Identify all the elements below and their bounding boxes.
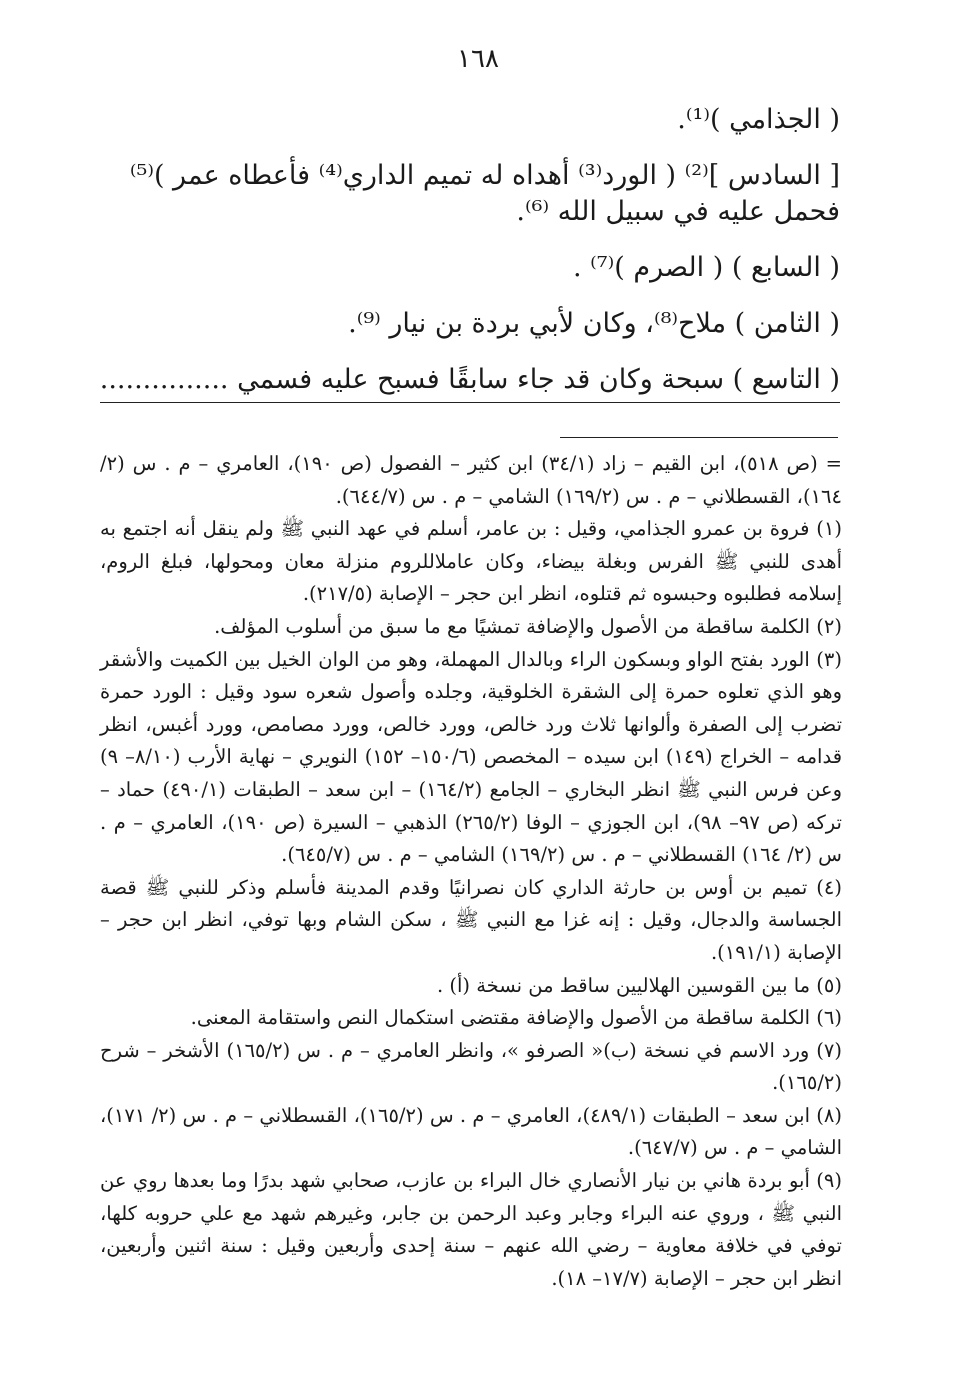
main-line-4: ( الثامن ) ملاح⁽⁸⁾، وكان لأبي بردة بن نيار ⁽⁹⁾. (348, 308, 840, 339)
footnote-continuation: = (ص ٥١٨)، ابن القيم – زاد (٣٤/١) ابن كثير – الفصول (ص ١٩٠)، العامري – م . س (٢/ ١٦٤)، القسطلاني – م . س (١٦٩/٢) الشامي – م . س (٦٤٤/٧). (100, 452, 843, 508)
footnote-8: (٨) ابن سعد – الطبقات (٤٨٩/١)، العامري – م . س (١٦٥/٢)، القسطلاني – م . س (٢/ ١٧١)، الشامي – م . س (٦٤٧/٧). (100, 1103, 842, 1160)
footnote-1: (١) فروة بن عمرو الجذامي، وقيل : بن عامر، أسلم في عهد النبي ﷺ ولم ينقل أنه اجتمع به أهدى للنبي ﷺ الفرس وبغلة بيضاء، وكان عاملاللروم منزلة معان ومحولها، فبلغ الروم، إسلامه فطلبوه وحبسوه ثم قتلوه، انظر ابن حجر – الإصابة (٢١٧/٥). (100, 517, 842, 606)
main-line-3: ( السابع ) ( الصرم )⁽⁷⁾ . (573, 252, 840, 283)
footnote-5: (٥) ما بين القوسين الهلاليين ساقط من نسخة (أ) . (436, 973, 842, 997)
main-line-5-text: ( التاسع ) سبحة وكان قد جاء سابقًا فسبح عليه فسمي ............... (100, 362, 840, 403)
footnote-4: (٤) تميم بن أوس بن حارثة الداري كان نصرانيًا وقدم المدينة فأسلم وذكر للنبي ﷺ قصة الجساسة والدجال، وقيل : إنه غزا مع النبي ﷺ ، سكن الشام وبها توفي، انظر ابن حجر – الإصابة (١٩١/١). (100, 875, 842, 964)
footnote-6: (٦) الكلمة ساقطة من الأصول والإضافة مقتضى استكمال النص واستقامة المعنى. (190, 1006, 842, 1030)
footnote-divider (560, 437, 838, 438)
main-text (96, 102, 840, 425)
main-line-5 (96, 362, 840, 403)
footnotes (100, 448, 842, 1295)
main-line-2: [ السادس ]⁽²⁾ ( الورد⁽³⁾ أهداه له تميم الداري⁽⁴⁾ فأعطاه عمر )⁽⁵⁾ فحمل عليه في سبيل الله ⁽⁶⁾. (129, 160, 840, 227)
footnote-7: (٧) ورد الاسم في نسخة (ب)« الصرفو »، وانظر العامري – م . س (١٦٥/٢) الأشخر – شرح (١٦٥/٢). (100, 1038, 842, 1095)
page-number: ١٦٨ (457, 44, 499, 74)
footnote-2: (٢) الكلمة ساقطة من الأصول والإضافة تمشيًا مع ما سبق من أسلوب المؤلف. (214, 614, 842, 638)
footnote-3: (٣) الورد بفتح الواو وبسكون الراء وبالدال المهملة، وهو من الوان الخيل بين الكميت والأشقر وهو الذي تعلوه حمرة إلى الشقرة الخلوقية، وجلده وأصول شعره سود وقيل : الورد حمرة تضرب إلى الصفرة وألوانها ثلاث ورد خالص، وورد خالص، وورد مصامص، وورد أغبس، انظر قدامه – الخراج (١٤٩) ابن سيده – المخصص (١٥٠/٦– ١٥٢) النويري – نهاية الأرب (٨/١٠– ٩) وعن فرس النبي ﷺ انظر البخاري – الجامع (١٦٤/٢) – ابن سعد – الطبقات (٤٩٠/١) حماد – تركه (ص ٩٧– ٩٨)، ابن الجوزي – الوفا (٢٦٥/٢) الذهبي – السيرة (ص ١٩٠)، العامري – م . س (٢/ ١٦٤) القسطلاني – م . س (١٦٩/٢) الشامي – م . س (٦٤٥/٧). (100, 647, 843, 867)
main-line-1: ( الجذامي )⁽¹⁾. (677, 104, 840, 135)
footnote-9: (٩) أبو بردة هاني بن نيار الأنصاري خال البراء بن عازب، صحابي شهد بدرًا وما بعدها روي عن النبي ﷺ ، وروي عنه البراء وجابر وعبد الرحمن بن جابر، وغيرهم شهد مع علي حروبه كلها، توفي في خلافة معاوية – رضي الله عنهم – سنة إحدى وأربعين وقيل : سنة اثنين وأربعين، انظر ابن حجر – الإصابة (١٧/٧– ١٨). (100, 1169, 842, 1290)
